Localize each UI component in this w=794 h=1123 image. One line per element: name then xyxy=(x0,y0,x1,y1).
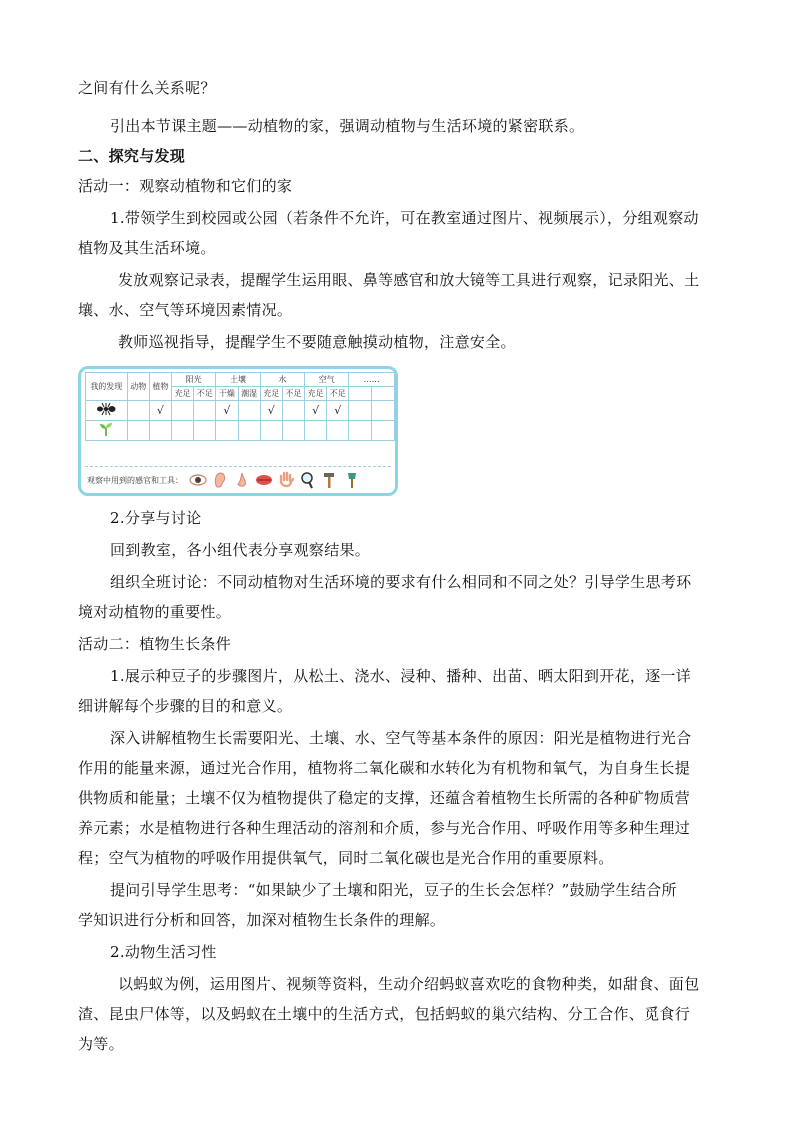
sub-header-blank xyxy=(372,387,395,401)
check-cell xyxy=(372,401,395,421)
check-cell xyxy=(171,401,193,421)
tools-row xyxy=(87,469,387,491)
sub-header: 充足 xyxy=(171,387,193,401)
check-cell xyxy=(282,401,304,421)
paragraph-line: 引出本节课主题——动植物的家，强调动植物与生活环境的紧密联系。 xyxy=(110,117,585,135)
paragraph-line: 之间有什么关系呢？ xyxy=(78,79,216,97)
check-cell xyxy=(171,421,193,441)
sprout-icon xyxy=(98,421,114,437)
hand-icon xyxy=(277,471,295,489)
tools-label: 观察中用到的感官和工具： xyxy=(87,475,183,485)
shovel-icon xyxy=(343,471,361,489)
ear-icon xyxy=(211,471,229,489)
ant-icon xyxy=(95,402,117,416)
check-cell xyxy=(194,421,216,441)
paragraph-line: 养元素；水是植物进行各种生理活动的溶剂和介质，参与光合作用、呼吸作用等多种生理过 xyxy=(78,819,691,837)
paragraph-line: 程；空气为植物的呼吸作用提供氧气，同时二氧化碳也是光合作用的重要原料。 xyxy=(78,849,614,867)
sub-header: 不足 xyxy=(194,387,216,401)
plant-icon-cell xyxy=(86,421,128,441)
header-sunlight: 阳光 xyxy=(171,373,215,387)
paragraph-line: 细讲解每个步骤的目的和意义。 xyxy=(78,697,293,715)
paragraph-line: 为等。 xyxy=(78,1035,124,1053)
paragraph-line: 境对动植物的重要性。 xyxy=(78,603,232,621)
header-plant: 植物 xyxy=(149,373,171,401)
ant-icon-cell xyxy=(86,401,128,421)
sub-header: 潮湿 xyxy=(238,387,260,401)
check-cell xyxy=(372,421,395,441)
eye-icon xyxy=(189,471,207,489)
sub-header-blank xyxy=(349,387,372,401)
sub-header: 不足 xyxy=(282,387,304,401)
mouth-icon xyxy=(255,471,273,489)
check-cell xyxy=(238,401,260,421)
paragraph-line: 组织全班讨论：不同动植物对生活环境的要求有什么相同和不同之处？引导学生思考环 xyxy=(110,573,692,591)
header-animal: 动物 xyxy=(127,373,149,401)
check-cell xyxy=(282,421,304,441)
check-cell xyxy=(149,421,171,441)
table-row xyxy=(86,421,395,441)
paragraph-line: 供物质和能量；土壤不仅为植物提供了稳定的支撑，还蕴含着植物生长所需的各种矿物质营 xyxy=(78,789,691,807)
paragraph-line: 活动一：观察动植物和它们的家 xyxy=(78,177,293,195)
check-cell: √ xyxy=(216,401,238,421)
check-cell xyxy=(238,421,260,441)
paragraph-line: 1.带领学生到校园或公园（若条件不允许，可在教室通过图片、视频展示），分组观察动 xyxy=(110,209,699,227)
paragraph-line: 以蚂蚁为例，运用图片、视频等资料，生动介绍蚂蚁喜欢吃的食物种类，如甜食、面包 xyxy=(118,975,700,993)
header-water: 水 xyxy=(260,373,304,387)
check-cell xyxy=(194,401,216,421)
check-cell xyxy=(349,421,372,441)
check-cell xyxy=(327,421,349,441)
header-soil: 土壤 xyxy=(216,373,260,387)
paragraph-line: 发放观察记录表，提醒学生运用眼、鼻等感官和放大镜等工具进行观察，记录阳光、土 xyxy=(118,271,700,289)
check-cell: √ xyxy=(260,401,282,421)
check-cell xyxy=(349,401,372,421)
check-cell xyxy=(127,401,149,421)
nose-icon xyxy=(233,471,251,489)
paragraph-line: 提问引导学生思考：“如果缺少了土壤和阳光，豆子的生长会怎样？”鼓励学生结合所 xyxy=(110,881,677,899)
paragraph-line: 2.分享与讨论 xyxy=(110,509,202,527)
paragraph-line: 活动二：植物生长条件 xyxy=(78,635,232,653)
check-cell: √ xyxy=(149,401,171,421)
observation-table xyxy=(85,372,395,441)
observation-record-figure xyxy=(78,366,398,496)
check-cell xyxy=(127,421,149,441)
header-more: …… xyxy=(349,373,395,387)
divider xyxy=(85,466,391,467)
paragraph-line: 教师巡视指导，提醒学生不要随意触摸动植物，注意安全。 xyxy=(118,333,516,351)
check-cell xyxy=(305,421,327,441)
check-cell xyxy=(260,421,282,441)
paragraph-line: 壤、水、空气等环境因素情况。 xyxy=(78,301,293,319)
hammer-icon xyxy=(321,471,339,489)
check-cell xyxy=(216,421,238,441)
paragraph-line: 深入讲解植物生长需要阳光、土壤、水、空气等基本条件的原因：阳光是植物进行光合 xyxy=(110,729,692,747)
paragraph-line: 回到教室，各小组代表分享观察结果。 xyxy=(110,541,371,559)
sub-header: 不足 xyxy=(327,387,349,401)
paragraph-line: 1.展示种豆子的步骤图片，从松土、浇水、浸种、播种、出苗、晒太阳到开花，逐一详 xyxy=(110,667,692,685)
paragraph-line: 学知识进行分析和回答，加深对植物生长条件的理解。 xyxy=(78,911,446,929)
check-cell: √ xyxy=(305,401,327,421)
sub-header: 充足 xyxy=(305,387,327,401)
paragraph-line: 2.动物生活习性 xyxy=(110,943,217,961)
sub-header: 干燥 xyxy=(216,387,238,401)
table-row xyxy=(86,401,395,421)
header-my-finding: 我的发现 xyxy=(86,373,128,401)
section-heading: 二、探究与发现 xyxy=(78,147,186,165)
magnifier-icon xyxy=(299,471,317,489)
paragraph-line: 渣、昆虫尸体等，以及蚂蚁在土壤中的生活方式，包括蚂蚁的巢穴结构、分工合作、觅食行 xyxy=(78,1005,691,1023)
header-air: 空气 xyxy=(305,373,349,387)
paragraph-line: 植物及其生活环境。 xyxy=(78,239,216,257)
paragraph-line: 作用的能量来源，通过光合作用，植物将二氧化碳和水转化为有机物和氧气，为自身生长提 xyxy=(78,759,691,777)
sub-header: 充足 xyxy=(260,387,282,401)
check-cell: √ xyxy=(327,401,349,421)
